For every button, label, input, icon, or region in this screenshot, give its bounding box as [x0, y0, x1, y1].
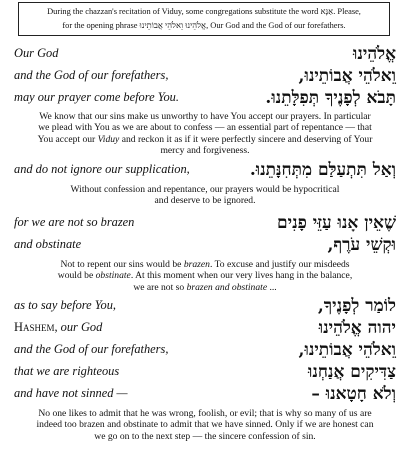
hebrew-text: תָּבֹא לְפָנֶיךָ תְּפִלָּתֵנוּ.: [265, 88, 396, 108]
english-text: as to say before You,: [14, 298, 116, 312]
english-text: Hashem, our God: [14, 320, 103, 334]
english-text: and the God of our forefathers,: [14, 342, 169, 356]
english-text: Our God: [14, 46, 59, 60]
commentary-2: Without confession and repentance, our prayers would be hypocritical and deserve to be ignored.: [70, 184, 340, 207]
english-text: and have not sinned —: [14, 386, 128, 400]
english-text: may our prayer come before You.: [14, 90, 179, 104]
prayer-line-7: [0, 296, 410, 318]
intro-note-line-2: for the opening phrase אֱלֹהֵינוּ וֵאלֹהֵי אֲבוֹתֵינוּ, Our God and the God of our forefathers.: [62, 21, 346, 30]
english-text: and obstinate: [14, 237, 82, 251]
prayer-line-11: [0, 384, 410, 406]
hebrew-text: אֱלֹהֵינוּ: [353, 44, 396, 64]
prayer-line-8: [0, 318, 410, 340]
hebrew-text: וְלֹא חָטָאנוּ –: [311, 384, 396, 404]
hebrew-text: צַדִּיקִים אֲנַחְנוּ: [307, 362, 396, 382]
prayer-line-5: [0, 213, 410, 235]
hebrew-text: וּקְשֵׁי עֹרֶף,: [327, 235, 396, 255]
intro-note-line-1: During the chazzan's recitation of Viduy, some congregations substitute the word אַנָּא. Please,: [47, 7, 361, 16]
prayer-line-3: [0, 88, 410, 110]
hebrew-text: שֶׁאֵין אָנוּ עַזֵּי פָנִים: [277, 213, 396, 233]
prayer-line-4: [0, 160, 410, 182]
english-text: and the God of our forefathers,: [14, 68, 169, 82]
hebrew-text: וֵאלֹהֵי אֲבוֹתֵינוּ,: [298, 66, 396, 86]
hebrew-text: יהוה אֱלֹהֵינוּ: [318, 318, 396, 338]
english-text: for we are not so brazen: [14, 215, 135, 229]
hebrew-text: וְאַל תִּתְעַלַּם מִתְּחִנָּתֵנוּ.: [249, 160, 396, 180]
prayer-line-2: [0, 66, 410, 88]
english-text: that we are righteous: [14, 364, 120, 378]
commentary-4: No one likes to admit that he was wrong, foolish, or evil; that is why so many of us are indeed too brazen and obstinate to admit that we have sinned. Only if we are honest can we go on to the next step — the sincere confession of sin.: [36, 408, 374, 442]
intro-note-box: [18, 2, 390, 36]
commentary-1: We know that our sins make us unworthy to have You accept our prayers. In particular we plead with You as we are about to confess — an essential part of repentance — that You accept our Viduy and reckon it as if it were perfectly sincere and deserving of Your mercy and forgiveness.: [37, 111, 373, 157]
prayer-line-10: [0, 362, 410, 384]
commentary-3: Not to repent our sins would be brazen. To excuse and justify our misdeeds would be obstinate. At this moment when our very lives hang in the balance, we are not so brazen and obstinate ...: [57, 259, 353, 293]
english-text: and do not ignore our supplication,: [14, 162, 190, 176]
prayer-line-6: [0, 235, 410, 257]
prayer-line-9: [0, 340, 410, 362]
hebrew-text: וֵאלֹהֵי אֲבוֹתֵינוּ,: [298, 340, 396, 360]
prayer-line-1: [0, 44, 410, 66]
hebrew-text: לוֹמַר לְפָנֶיךָ,: [317, 296, 396, 316]
